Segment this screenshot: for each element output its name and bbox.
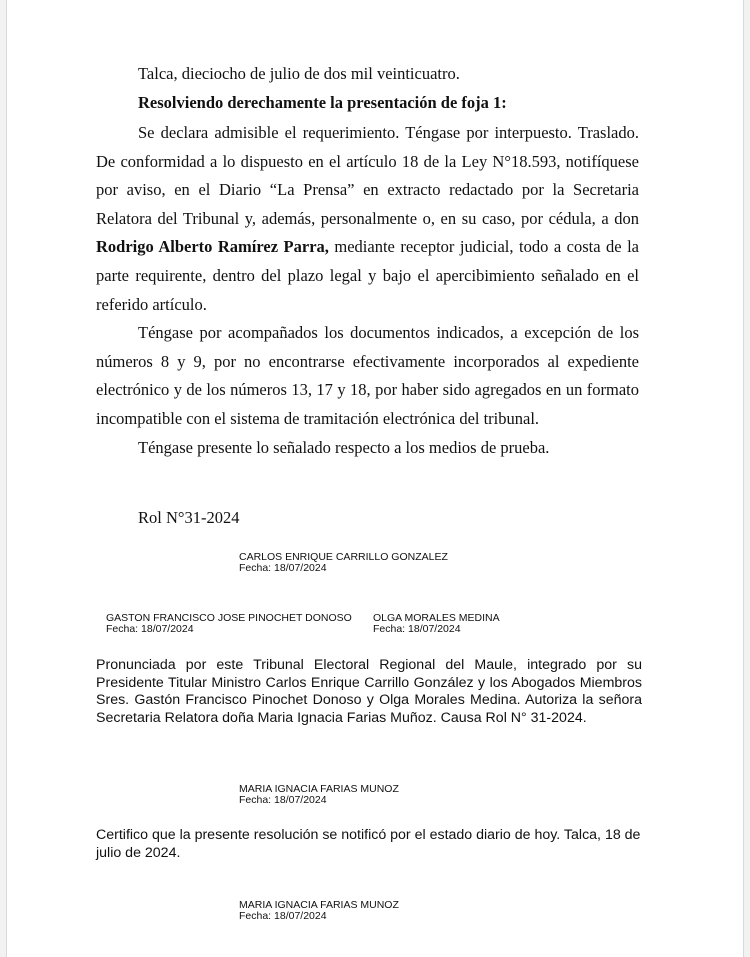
signature-name: OLGA MORALES MEDINA [373, 612, 500, 624]
paragraph-admissibility-text-2: mediante receptor judicial, todo a costa de la parte requirente, dentro del plazo legal y bajo el apercibimiento señalado en el referido artículo. [96, 237, 639, 314]
signature-morales [373, 613, 500, 635]
signature-carrillo [239, 552, 448, 574]
paragraph-documents: Téngase por acompañados los documentos indicados, a excepción de los números 8 y 9, por no encontrarse efectivamente incorporados al expediente electrónico y de los números 13, 17 y 18, por haber sido agregados en un formato incompatible con el sistema de tramitación electrónica del tribunal. [96, 323, 639, 428]
paragraph-evidence: Téngase presente lo señalado respecto a los medios de prueba. [138, 437, 550, 457]
signature-pinochet [106, 613, 352, 635]
respondent-name: Rodrigo Alberto Ramírez Parra, [96, 237, 329, 257]
signature-name: MARIA IGNACIA FARIAS MUNOZ [239, 783, 399, 795]
signature-date: Fecha: 18/07/2024 [373, 623, 461, 635]
signature-date: Fecha: 18/07/2024 [239, 794, 327, 806]
date-line: Talca, dieciocho de julio de dos mil veinticuatro. [138, 64, 460, 83]
signature-farias-1 [239, 784, 399, 806]
signature-name: GASTON FRANCISCO JOSE PINOCHET DONOSO [106, 612, 352, 624]
signature-date: Fecha: 18/07/2024 [239, 910, 327, 922]
signature-name: MARIA IGNACIA FARIAS MUNOZ [239, 899, 399, 911]
case-number: Rol N°31-2024 [138, 508, 240, 527]
resolution-heading: Resolviendo derechamente la presentación de foja 1: [138, 93, 507, 112]
pronouncement-text: Pronunciada por este Tribunal Electoral Regional del Maule, integrado por su Presidente Titular Ministro Carlos Enrique Carrillo González y los Abogados Miembros Sres. Gastón Francisco Pinochet Donoso y Olga Morales Medina. Autoriza la señora Secretaria Relatora doña Maria Ignacia Farias Muñoz. Causa Rol N° 31-2024. [96, 657, 642, 726]
paragraph-admissibility [96, 119, 639, 319]
signature-name: CARLOS ENRIQUE CARRILLO GONZALEZ [239, 551, 448, 563]
signature-date: Fecha: 18/07/2024 [106, 623, 194, 635]
resolution-body [96, 119, 639, 462]
certification-text: Certifico que la presente resolución se notificó por el estado diario de hoy. Talca, 18 de julio de 2024. [96, 827, 641, 861]
signature-date: Fecha: 18/07/2024 [239, 562, 327, 574]
paragraph-admissibility-text-1: Se declara admisible el requerimiento. Téngase por interpuesto. Traslado. De conformidad a lo dispuesto en el artículo 18 de la Ley N°18.593, notifíquese por aviso, en el Diario “La Prensa” en extracto redactado por la Secretaria Relatora del Tribunal y, además, personalmente o, en su caso, por cédula, a don [96, 123, 639, 228]
signature-farias-2 [239, 900, 399, 922]
